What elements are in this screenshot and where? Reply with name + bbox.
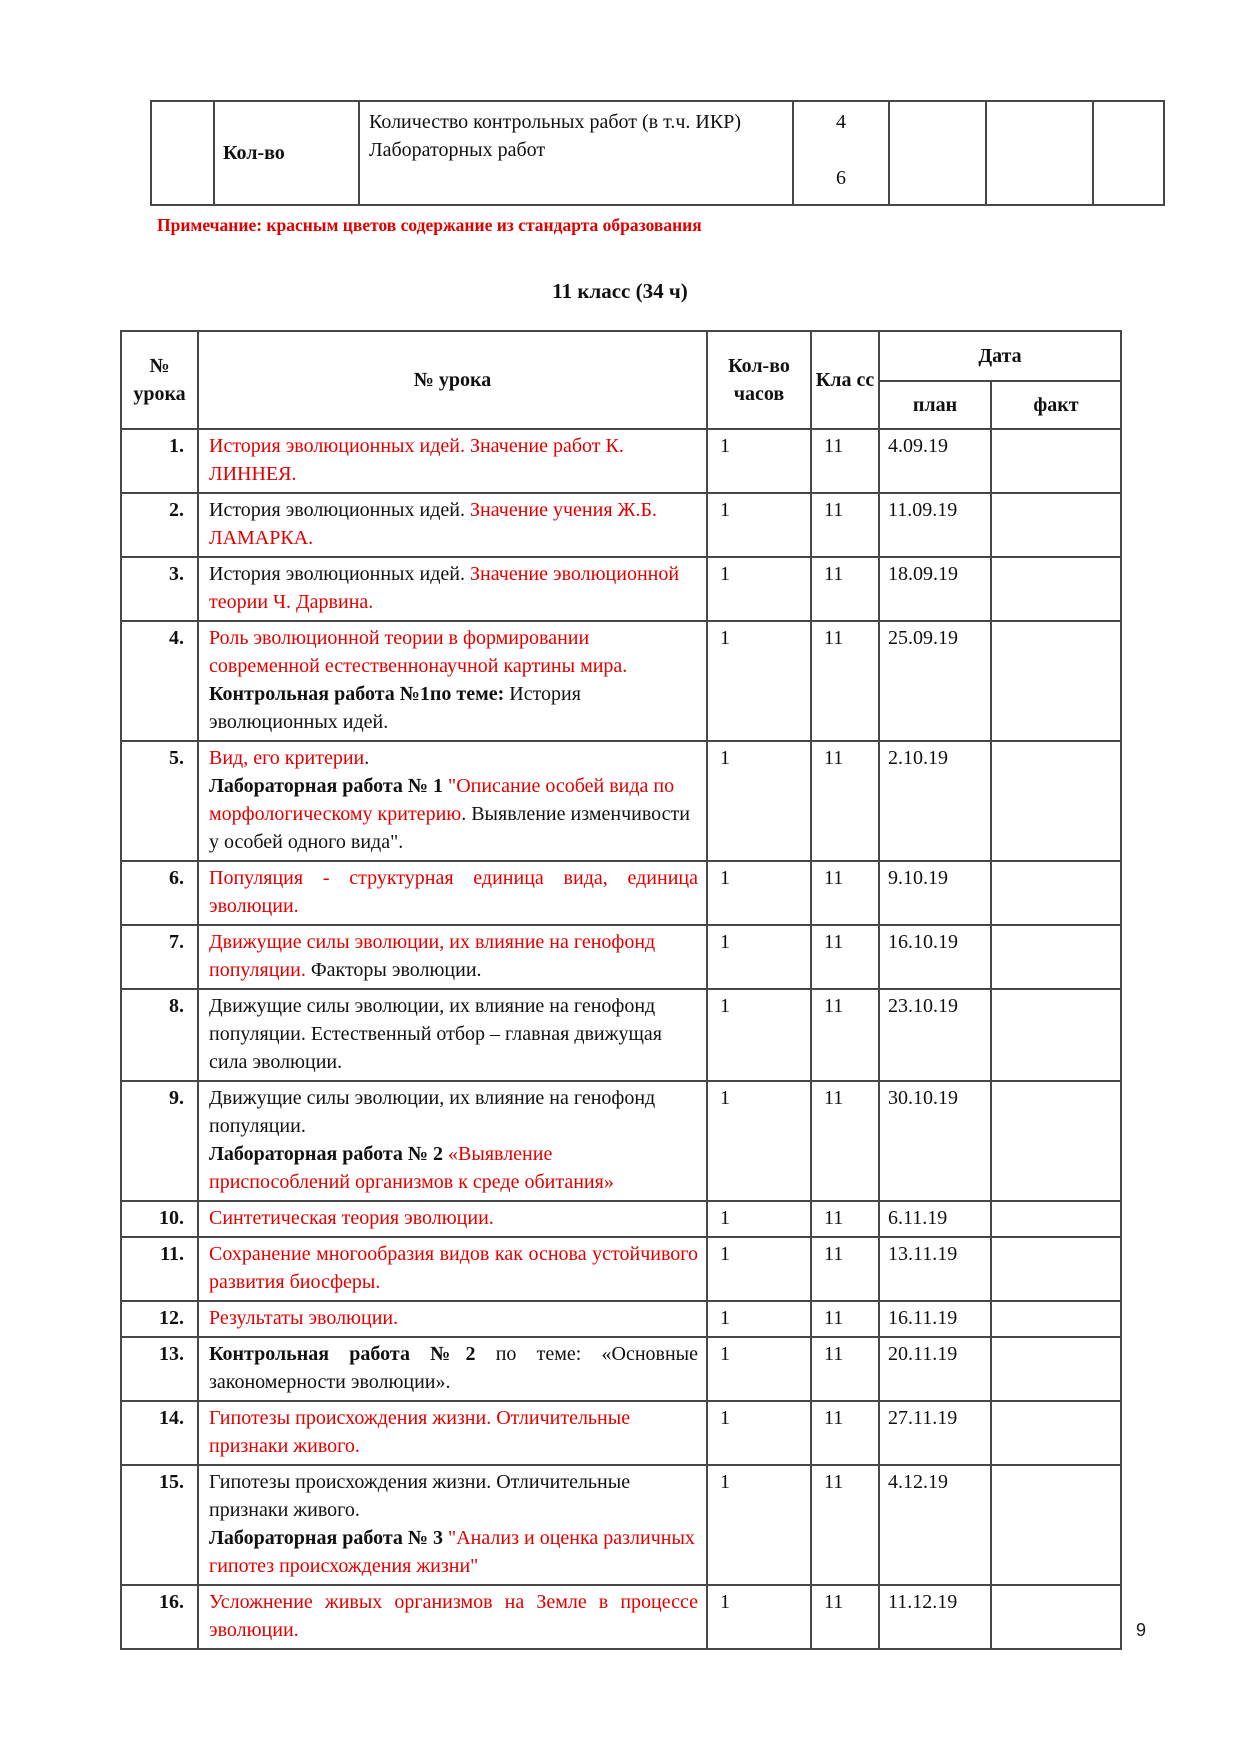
fact-date-cell: [991, 741, 1121, 861]
fact-date-cell: [991, 429, 1121, 493]
hours-cell: 1: [707, 1081, 811, 1201]
plan-date-cell: 13.11.19: [879, 1237, 991, 1301]
control-works-line: Количество контрольных работ (в т.ч. ИКР): [369, 111, 741, 133]
plan-date-cell: 23.10.19: [879, 989, 991, 1081]
topic-text-segment: Контрольная работа №1по теме:: [209, 683, 505, 705]
class-cell: 11: [811, 1585, 879, 1649]
fact-date-cell: [991, 1301, 1121, 1337]
topic-text-segment: Усложнение живых организмов на Земле в процессе эволюции.: [209, 1591, 698, 1641]
section-title: 11 класс (34 ч): [552, 279, 688, 303]
hours-cell: 1: [707, 1401, 811, 1465]
topic-text-segment: История эволюционных идей.: [209, 683, 581, 733]
class-cell: 11: [811, 989, 879, 1081]
topic-text-segment: "Описание особей вида по морфологическому критерию: [209, 775, 675, 825]
hours-cell: 1: [707, 1337, 811, 1401]
header-class: Кла сс: [811, 331, 879, 429]
topic-text-segment: Вид, его критерии: [209, 747, 365, 769]
lesson-row: [121, 925, 1121, 989]
class-cell: 11: [811, 1081, 879, 1201]
lesson-topic-cell: [198, 429, 707, 493]
class-cell: 11: [811, 1237, 879, 1301]
plan-date-cell: 30.10.19: [879, 1081, 991, 1201]
fact-date-cell: [991, 1201, 1121, 1237]
lesson-topic-cell: [198, 1465, 707, 1585]
fact-date-cell: [991, 925, 1121, 989]
plan-date-cell: 18.09.19: [879, 557, 991, 621]
hours-cell: 1: [707, 621, 811, 741]
class-cell: 11: [811, 925, 879, 989]
class-cell: 11: [811, 429, 879, 493]
lesson-row: [121, 621, 1121, 741]
summary-empty-cell: [151, 101, 214, 205]
class-cell: 11: [811, 1301, 879, 1337]
lesson-row: [121, 1237, 1121, 1301]
lesson-number-cell: 9.: [121, 1081, 198, 1201]
summary-empty-cell: [986, 101, 1093, 205]
topic-text-segment: «Выявление приспособлений организмов к среде обитания»: [209, 1143, 614, 1193]
lesson-number-cell: 7.: [121, 925, 198, 989]
class-cell: 11: [811, 493, 879, 557]
lesson-number-cell: 13.: [121, 1337, 198, 1401]
topic-text-segment: Лабораторная работа № 2: [209, 1143, 449, 1165]
summary-empty-cell: [889, 101, 986, 205]
fact-date-cell: [991, 557, 1121, 621]
lesson-row: [121, 493, 1121, 557]
plan-date-cell: 25.09.19: [879, 621, 991, 741]
class-cell: 11: [811, 741, 879, 861]
topic-text-segment: Лабораторная работа № 3: [209, 1527, 449, 1549]
plan-date-cell: 2.10.19: [879, 741, 991, 861]
lesson-topic-cell: [198, 989, 707, 1081]
summary-row: [151, 101, 1164, 205]
lesson-row: [121, 741, 1121, 861]
header-lesson-number: № урока: [121, 331, 198, 429]
lesson-number-cell: 16.: [121, 1585, 198, 1649]
header-date: Дата: [879, 331, 1121, 381]
lesson-topic-cell: [198, 1201, 707, 1237]
plan-date-cell: 11.12.19: [879, 1585, 991, 1649]
lesson-number-cell: 3.: [121, 557, 198, 621]
topic-text-segment: Синтетическая теория эволюции.: [209, 1207, 494, 1229]
lesson-topic-cell: [198, 925, 707, 989]
class-cell: 11: [811, 1337, 879, 1401]
topic-text-segment: Движущие силы эволюции, их влияние на генофонд популяции. Естественный отбор – главная движущая сила эволюции.: [209, 995, 662, 1073]
lesson-topic-cell: [198, 1585, 707, 1649]
lesson-row: [121, 1585, 1121, 1649]
schedule-table: [120, 330, 1122, 1650]
lesson-topic-cell: [198, 557, 707, 621]
topic-text-segment: по теме: «Основные закономерности эволюции».: [209, 1343, 698, 1393]
lesson-number-cell: 12.: [121, 1301, 198, 1337]
lesson-number-cell: 11.: [121, 1237, 198, 1301]
class-cell: 11: [811, 1201, 879, 1237]
hours-cell: 1: [707, 1201, 811, 1237]
topic-text-segment: История эволюционных идей.: [209, 499, 470, 521]
lesson-number-cell: 2.: [121, 493, 198, 557]
header-row-1: [121, 331, 1121, 381]
lesson-topic-cell: [198, 621, 707, 741]
lesson-row: [121, 1301, 1121, 1337]
fact-date-cell: [991, 621, 1121, 741]
topic-text-segment: Гипотезы происхождения жизни. Отличительные признаки живого.: [209, 1407, 631, 1457]
hours-cell: 1: [707, 429, 811, 493]
hours-cell: 1: [707, 989, 811, 1081]
lesson-number-cell: 15.: [121, 1465, 198, 1585]
lesson-number-cell: 6.: [121, 861, 198, 925]
lesson-row: [121, 1465, 1121, 1585]
lesson-number-cell: 1.: [121, 429, 198, 493]
topic-text-segment: Значение учения Ж.Б. ЛАМАРКА.: [209, 499, 657, 549]
hours-cell: 1: [707, 861, 811, 925]
header-lesson-topic: № урока: [198, 331, 707, 429]
summary-works-cell: [359, 101, 793, 205]
hours-cell: 1: [707, 1301, 811, 1337]
topic-text-segment: . Выявление изменчивости у особей одного вида".: [209, 803, 690, 853]
topic-text-segment: Роль эволюционной теории в формировании современной естественнонаучной картины мира.: [209, 627, 628, 677]
topic-text-segment: Гипотезы происхождения жизни. Отличительные признаки живого.: [209, 1471, 631, 1521]
topic-text-segment: Результаты эволюции.: [209, 1307, 399, 1329]
lesson-topic-cell: [198, 1401, 707, 1465]
fact-date-cell: [991, 493, 1121, 557]
control-works-count: 4: [836, 111, 846, 133]
topic-text-segment: Движущие силы эволюции, их влияние на генофонд популяции.: [209, 1087, 656, 1137]
topic-text-segment: Контрольная работа №2: [209, 1343, 476, 1365]
fact-date-cell: [991, 1465, 1121, 1585]
lesson-row: [121, 861, 1121, 925]
lesson-number-cell: 8.: [121, 989, 198, 1081]
plan-date-cell: 11.09.19: [879, 493, 991, 557]
fact-date-cell: [991, 1401, 1121, 1465]
topic-text-segment: Факторы эволюции.: [310, 959, 482, 981]
lesson-number-cell: 4.: [121, 621, 198, 741]
header-plan: план: [879, 381, 991, 429]
lesson-number-cell: 10.: [121, 1201, 198, 1237]
lesson-topic-cell: [198, 861, 707, 925]
fact-date-cell: [991, 1081, 1121, 1201]
topic-text-segment: История эволюционных идей.: [209, 563, 470, 585]
lab-works-count: 6: [836, 167, 846, 189]
lesson-topic-cell: [198, 493, 707, 557]
fact-date-cell: [991, 861, 1121, 925]
topic-text-segment: История эволюционных идей. Значение работ К. ЛИННЕЯ.: [209, 435, 624, 485]
topic-text-segment: Движущие силы эволюции, их влияние на генофонд популяции.: [209, 931, 656, 981]
class-cell: 11: [811, 1465, 879, 1585]
summary-label-cell: Кол-во: [214, 101, 359, 205]
fact-date-cell: [991, 1237, 1121, 1301]
plan-date-cell: 9.10.19: [879, 861, 991, 925]
fact-date-cell: [991, 1585, 1121, 1649]
class-cell: 11: [811, 621, 879, 741]
lesson-topic-cell: [198, 1081, 707, 1201]
lab-works-line: Лабораторных работ: [369, 139, 546, 161]
lesson-row: [121, 989, 1121, 1081]
lesson-number-cell: 14.: [121, 1401, 198, 1465]
plan-date-cell: 6.11.19: [879, 1201, 991, 1237]
summary-table: [150, 100, 1165, 206]
hours-cell: 1: [707, 557, 811, 621]
class-cell: 11: [811, 1401, 879, 1465]
hours-cell: 1: [707, 1237, 811, 1301]
summary-empty-cell: [1093, 101, 1164, 205]
lesson-row: [121, 1201, 1121, 1237]
fact-date-cell: [991, 1337, 1121, 1401]
hours-cell: 1: [707, 741, 811, 861]
header-hours: Кол-во часов: [707, 331, 811, 429]
lesson-topic-cell: [198, 1301, 707, 1337]
lesson-row: [121, 1081, 1121, 1201]
topic-text-segment: "Анализ и оценка различных гипотез происхождения жизни": [209, 1527, 695, 1577]
lesson-topic-cell: [198, 1337, 707, 1401]
header-fact: факт: [991, 381, 1121, 429]
lesson-topic-cell: [198, 741, 707, 861]
plan-date-cell: 27.11.19: [879, 1401, 991, 1465]
main-table-body: [121, 429, 1121, 1649]
plan-date-cell: 20.11.19: [879, 1337, 991, 1401]
lesson-topic-cell: [198, 1237, 707, 1301]
topic-text-segment: .: [364, 747, 370, 769]
class-cell: 11: [811, 557, 879, 621]
hours-cell: 1: [707, 493, 811, 557]
lesson-row: [121, 1337, 1121, 1401]
hours-cell: 1: [707, 1465, 811, 1585]
topic-text-segment: Лабораторная работа № 1: [209, 775, 449, 797]
hours-cell: 1: [707, 925, 811, 989]
page-number: 9: [1136, 1620, 1147, 1640]
lesson-number-cell: 5.: [121, 741, 198, 861]
plan-date-cell: 4.09.19: [879, 429, 991, 493]
lesson-row: [121, 1401, 1121, 1465]
lesson-row: [121, 429, 1121, 493]
plan-date-cell: 16.11.19: [879, 1301, 991, 1337]
fact-date-cell: [991, 989, 1121, 1081]
standard-note: Примечание: красным цветов содержание из стандарта образования: [157, 215, 702, 235]
plan-date-cell: 16.10.19: [879, 925, 991, 989]
plan-date-cell: 4.12.19: [879, 1465, 991, 1585]
topic-text-segment: Значение эволюционной теории Ч. Дарвина.: [209, 563, 680, 613]
class-cell: 11: [811, 861, 879, 925]
hours-cell: 1: [707, 1585, 811, 1649]
summary-values-cell: [793, 101, 889, 205]
topic-text-segment: Сохранение многообразия видов как основа устойчивого развития биосферы.: [209, 1243, 698, 1293]
lesson-row: [121, 557, 1121, 621]
topic-text-segment: Популяция - структурная единица вида, единица эволюции.: [209, 867, 698, 917]
